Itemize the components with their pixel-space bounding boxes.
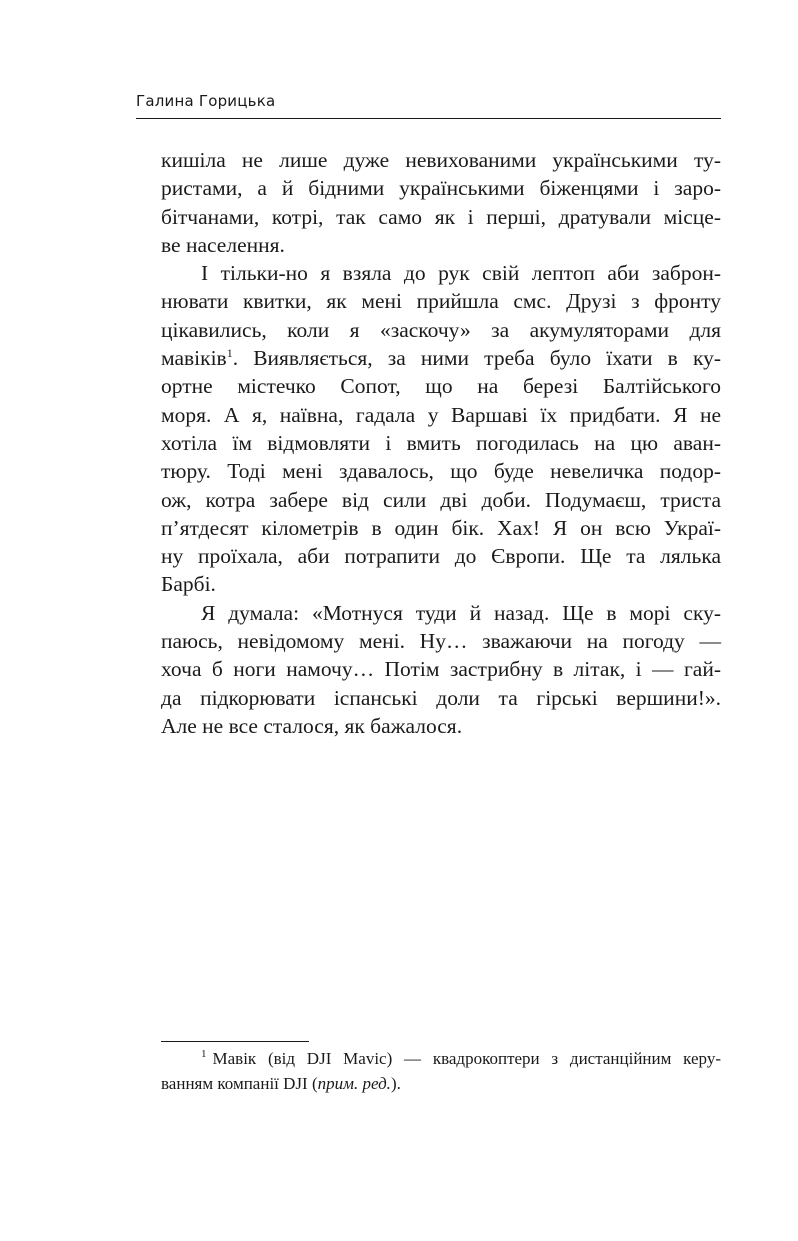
text-line: нювати квитки, як мені прийшла смс. Друзі з фронту: [161, 289, 721, 314]
footnote-separator: [161, 1041, 309, 1042]
text-line: хоча б ноги намочу… Потім застрибну в літак, і — гай-: [161, 657, 721, 682]
text-line: ве населення.: [161, 232, 285, 257]
paragraph-2: [161, 259, 721, 599]
text-line: кишіла не лише дуже невихованими українськими ту-: [161, 148, 721, 172]
text-line: моря. А я, наївна, гадала у Варшаві їх придбати. Я не: [161, 402, 721, 427]
text-line: ортне містечко Сопот, що на березі Балтійського: [161, 374, 721, 399]
footnote-line: [161, 1046, 721, 1071]
paragraph-3: [161, 599, 721, 740]
text-line: паюсь, невідомому мені. Ну… зважаючи на погоду —: [161, 629, 721, 654]
footnote-mark: 1: [201, 1048, 207, 1061]
footnote-line: [161, 1071, 721, 1096]
text-line: тюру. Тоді мені здавалось, що буде невеличка подор-: [161, 459, 721, 484]
text-line: бітчанами, котрі, так само як і перші, дратували місце-: [161, 204, 721, 229]
text-line: ристами, а й бідними українськими біженцями і заро-: [161, 176, 721, 201]
text-line: ож, котра забере від сили дві доби. Подумаєш, триста: [161, 487, 721, 512]
footnote-reference[interactable]: 1: [226, 345, 233, 360]
text-line: [161, 344, 721, 372]
text-segment: мавіків: [161, 346, 227, 371]
text-line: Барбі.: [161, 572, 216, 597]
text-line: Але не все сталося, як бажалося.: [161, 713, 463, 738]
text-line: ну проїхала, аби потрапити до Європи. Ще та лялька: [161, 544, 721, 569]
text-line: цікавились, коли я «заскочу» за акумуляторами для: [161, 317, 721, 342]
text-segment: . Виявляється, за ними треба було їхати в ку-: [232, 346, 721, 371]
footnote-text: ).: [390, 1074, 401, 1093]
page-body: [161, 146, 721, 740]
header-rule: [136, 118, 721, 119]
footnote-text: ванням компанії DJI (: [161, 1074, 318, 1093]
editor-note: прим. ред.: [317, 1074, 391, 1093]
paragraph-1: [161, 146, 721, 259]
footnote-text: Мавік (від DJI Mavic) — квадрокоптери з дистанційним керу-: [212, 1049, 721, 1068]
text-line: І тільки-но я взяла до рук свій лептоп аби заброн-: [201, 261, 721, 286]
text-line: Я думала: «Мотнуся туди й назад. Ще в морі ску-: [201, 600, 721, 625]
text-line: п’ятдесят кілометрів в один бік. Хах! Я он всю Украї-: [161, 515, 721, 540]
footnote: [161, 1046, 721, 1096]
text-line: хотіла їм відмовляти і вмить погодилась на цю аван-: [161, 430, 721, 455]
running-head-author: Галина Горицька: [136, 92, 276, 110]
text-line: да підкорювати іспанські доли та гірські вершини!».: [161, 685, 721, 710]
